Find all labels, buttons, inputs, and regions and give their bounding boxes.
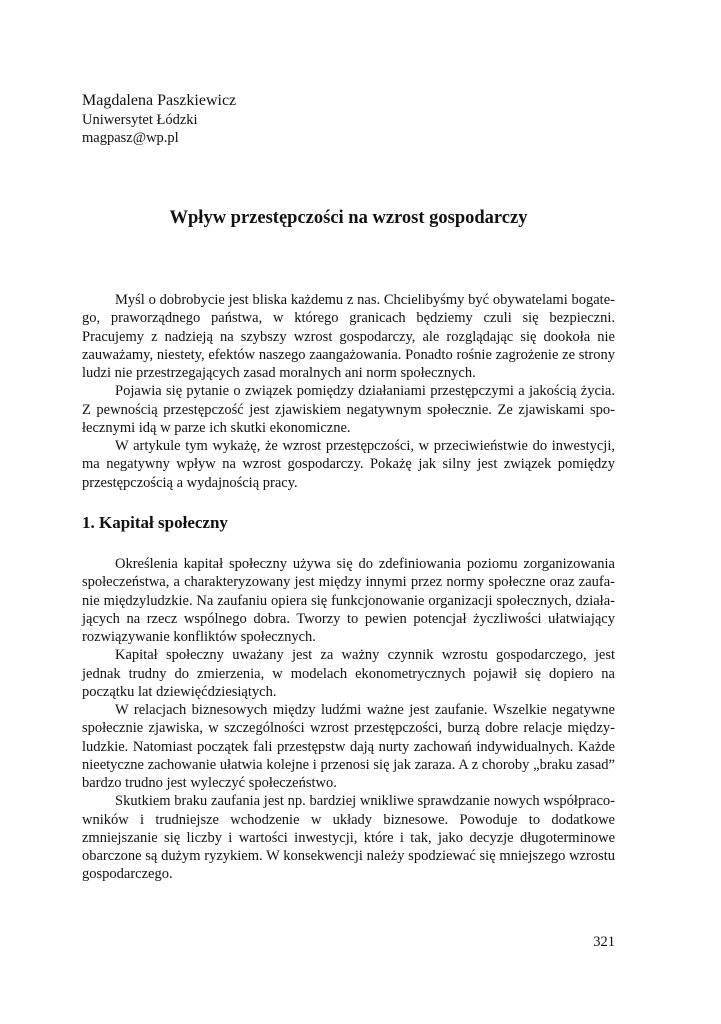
author-email: magpasz@wp.pl <box>82 130 179 146</box>
intro-paragraph: Pojawia się pytanie o związek pomiędzy działaniami przestępczymi a jakością życia. Z pewnością przestępczość jest zjawiskiem negatywnym społecznie. Ze zjawiskami społecznymi idą w parze ich skutki ekonomiczne. <box>82 383 615 436</box>
section-paragraph: Określenia kapitał społeczny używa się do zdefiniowania poziomu zorganizowania społeczeństwa, a charakteryzowany jest między innymi przez normy społeczne oraz zaufanie międzyludzkie. Na zaufaniu opiera się funkcjonowanie organizacji społecznych, działających na rzecz wspólnego dobra. Tworzy to pewien potencjał życzliwości ułatwiający rozwiązywanie konfliktów społecznych. <box>82 556 615 645</box>
paper-title: Wpływ przestępczości na wzrost gospodarczy <box>169 208 528 228</box>
intro-paragraph: Myśl o dobrobycie jest bliska każdemu z nas. Chcielibyśmy być obywatelami bogatego, praworządnego państwa, w którego granicach będziemy czuli się bezpieczni. Pracujemy z nadzieją na szybszy wzrost gospodarczy, ale rozglądając się dookoła nie zauważamy, niestety, efektów naszego zaangażowania. Ponadto rośnie zagrożenie ze strony ludzi nie przestrzegających zasad moralnych ani norm społecznych. <box>82 292 615 381</box>
intro-section <box>82 291 615 492</box>
author-affiliation: Uniwersytet Łódzki <box>82 112 198 128</box>
section-paragraph: Skutkiem braku zaufania jest np. bardziej wnikliwe sprawdzanie nowych współpracowników i trudniejsze wchodzenie w układy biznesowe. Powoduje to dodatkowe zmniejszanie się liczby i wartości inwestycji, które i tak, jako decyzje długoterminowe obarczone są dużym ryzykiem. W konsekwencji należy spodziewać się mniejszego wzrostu gospodarczego. <box>82 793 615 883</box>
page-number: 321 <box>593 934 615 950</box>
section-body <box>82 555 615 884</box>
section-paragraph: Kapitał społeczny uważany jest za ważny czynnik wzrostu gospodarczego, jest jednak trudny do zmierzenia, w modelach ekonometrycznych pojawił się dopiero na początku lat dziewięćdziesiątych. <box>82 647 615 700</box>
intro-paragraph: W artykule tym wykażę, że wzrost przestępczości, w przeciwieństwie do inwestycji, ma negatywny wpływ na wzrost gospodarczy. Pokażę jak silny jest związek pomiędzy przestępczością a wydajnością pracy. <box>82 438 615 491</box>
section-heading: 1. Kapitał społeczny <box>82 513 228 532</box>
author-name: Magdalena Paszkiewicz <box>82 92 237 109</box>
section-paragraph: W relacjach biznesowych między ludźmi ważne jest zaufanie. Wszelkie negatywne społecznie zjawiska, w szczególności wzrost przestępczości, burzą dobre relacje międzyludzkie. Natomiast początek fali przestępstw dają nurty zachowań indywidualnych. Każde nieetyczne zachowanie ułatwia kolejne i przenosi się jak zaraza. A z choroby „braku zasad” bardzo trudno jest wyleczyć społeczeństwo. <box>82 702 615 791</box>
